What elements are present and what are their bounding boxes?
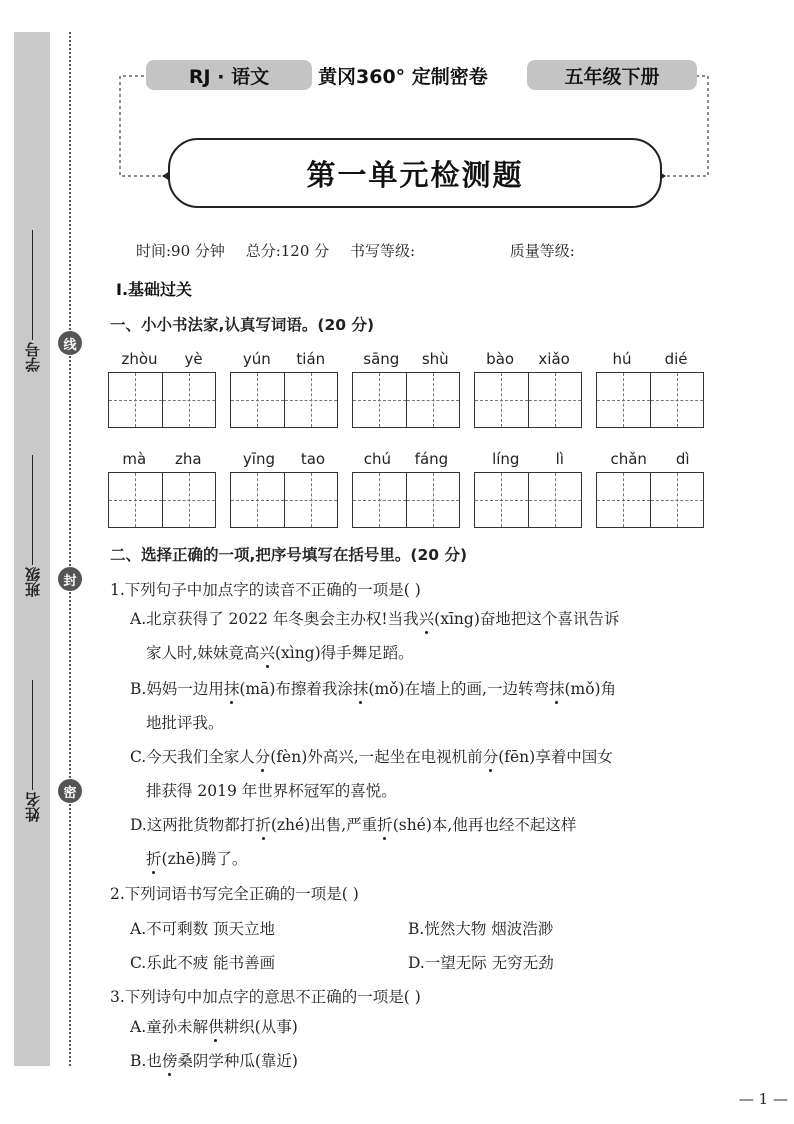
pinyin: zhòu <box>121 350 158 368</box>
name-label: 姓名 <box>23 792 42 822</box>
series-name: 黄冈360° 定制密卷 <box>318 65 488 88</box>
word-grid[interactable] <box>596 450 704 528</box>
text: (xīng)奋地把这个喜讯告诉 <box>434 610 620 628</box>
text: B.妈妈一边用 <box>130 680 224 698</box>
dotted-char: 供 <box>208 1018 224 1036</box>
text: A.北京获得了 2022 年冬奥会主办权!当我 <box>130 610 419 628</box>
seal-mark-feng: 封 <box>58 567 82 591</box>
page-number: — 1 — <box>738 1090 788 1108</box>
pinyin: yè <box>184 350 203 368</box>
dotted-char: 兴 <box>418 610 435 628</box>
option-d[interactable]: D.一望无际 无穷无劲 <box>408 954 554 972</box>
text: (fèn)外高兴,一起坐在电视机前 <box>270 748 483 766</box>
pinyin: lì <box>555 450 564 468</box>
text: (xìng)得手舞足蹈。 <box>274 644 414 662</box>
page-title-text: 第一单元检测题 <box>306 157 524 192</box>
text: (zhē)腾了。 <box>161 850 248 868</box>
section-title: Ⅰ.基础过关 <box>116 280 193 299</box>
text: (mǒ)角 <box>564 680 617 698</box>
dotted-char: 抹 <box>352 680 369 698</box>
grade-tag: 五年级下册 <box>527 60 697 90</box>
option-a[interactable] <box>130 1012 730 1042</box>
pinyin: dì <box>675 450 690 468</box>
word-grid[interactable] <box>352 450 460 528</box>
pinyin: chǎn <box>610 450 647 468</box>
option-d[interactable] <box>130 808 730 876</box>
text: 耕织(从事) <box>223 1018 298 1036</box>
option-b[interactable]: B.恍然大物 烟波浩渺 <box>408 920 554 938</box>
question-2-3-stem: 3.下列诗句中加点字的意思不正确的一项是( ) <box>110 988 421 1006</box>
dotted-char: 分 <box>482 748 499 766</box>
dotted-char: 傍 <box>161 1052 178 1070</box>
word-grid[interactable] <box>474 350 582 428</box>
student-id-field[interactable] <box>14 230 50 372</box>
binding-cut-line <box>69 32 71 1066</box>
pinyin: tao <box>300 450 326 468</box>
dotted-char: 折 <box>255 816 271 834</box>
word-grid[interactable] <box>230 450 338 528</box>
pinyin: bào <box>486 350 515 368</box>
text: (zhé)出售,严重 <box>270 816 378 834</box>
pinyin: hú <box>612 350 632 368</box>
text: B.也 <box>130 1052 162 1070</box>
question-2-1-stem: 1.下列句子中加点字的读音不正确的一项是( ) <box>110 581 421 599</box>
option-a[interactable]: A.不可剩数 顶天立地 <box>130 920 276 938</box>
word-grid[interactable] <box>474 450 582 528</box>
option-c[interactable]: C.乐此不疲 能书善画 <box>130 954 276 972</box>
name-field[interactable] <box>14 680 50 822</box>
pinyin: fáng <box>414 450 449 468</box>
text: (mā)布擦着我涂 <box>239 680 353 698</box>
time-limit: 时间:90 分钟 <box>136 242 225 260</box>
option-b[interactable] <box>130 1046 730 1076</box>
class-label: 班级 <box>23 567 42 597</box>
word-grid[interactable] <box>352 350 460 428</box>
pinyin: zha <box>175 450 202 468</box>
dotted-char: 抹 <box>548 680 565 698</box>
pinyin: xiǎo <box>538 350 570 368</box>
question-1-heading: 一、小小书法家,认真写词语。(20 分) <box>110 316 375 334</box>
pinyin: mà <box>122 450 147 468</box>
word-grid[interactable] <box>596 350 704 428</box>
pinyin: líng <box>492 450 520 468</box>
pinyin: chú <box>363 450 392 468</box>
options-row <box>130 951 730 973</box>
subject-tag: RJ · 语文 <box>146 60 312 90</box>
seal-mark-mi: 密 <box>58 779 82 803</box>
option-c[interactable] <box>130 740 730 808</box>
exam-meta <box>136 240 591 261</box>
dotted-char: 分 <box>254 748 271 766</box>
page-title <box>168 138 662 208</box>
dotted-char: 折 <box>146 850 162 868</box>
pinyin: sāng <box>363 350 400 368</box>
pinyin: dié <box>664 350 688 368</box>
word-grid[interactable] <box>108 350 216 428</box>
writing-grade: 书写等级: <box>349 242 415 260</box>
text: A.童孙未解 <box>130 1018 209 1036</box>
dotted-char: 抹 <box>223 680 240 698</box>
pinyin: tián <box>296 350 326 368</box>
text: (mǒ)在墙上的画,一边转弯 <box>368 680 549 698</box>
option-b[interactable] <box>130 672 730 740</box>
total-score: 总分:120 分 <box>245 242 330 260</box>
pinyin: yún <box>242 350 271 368</box>
text: C.今天我们全家人 <box>130 748 255 766</box>
options-row <box>130 917 730 939</box>
text: 桑阴学种瓜(靠近) <box>177 1052 298 1070</box>
text: (fēn)享着中国女 <box>498 748 613 766</box>
text: D.这两批货物都打 <box>130 816 256 834</box>
dotted-char: 兴 <box>259 644 275 662</box>
option-a[interactable] <box>130 602 730 670</box>
class-field[interactable] <box>14 455 50 597</box>
dotted-char: 折 <box>377 816 393 834</box>
pinyin: shù <box>421 350 449 368</box>
question-2-2-stem: 2.下列词语书写完全正确的一项是( ) <box>110 885 359 903</box>
text: 排获得 2019 年世界杯冠军的喜悦。 <box>146 782 397 800</box>
text: (shé)本,他再也经不起这样 <box>392 816 577 834</box>
text: 地批评我。 <box>146 714 224 732</box>
pinyin: yīng <box>242 450 275 468</box>
question-2-heading: 二、选择正确的一项,把序号填写在括号里。(20 分) <box>110 546 468 564</box>
text: 家人时,妹妹竟高 <box>146 644 260 662</box>
student-id-label: 学号 <box>23 342 42 372</box>
seal-mark-xian: 线 <box>58 331 82 355</box>
word-grid[interactable] <box>230 350 338 428</box>
quality-grade: 质量等级: <box>509 242 575 260</box>
word-grid[interactable] <box>108 450 216 528</box>
